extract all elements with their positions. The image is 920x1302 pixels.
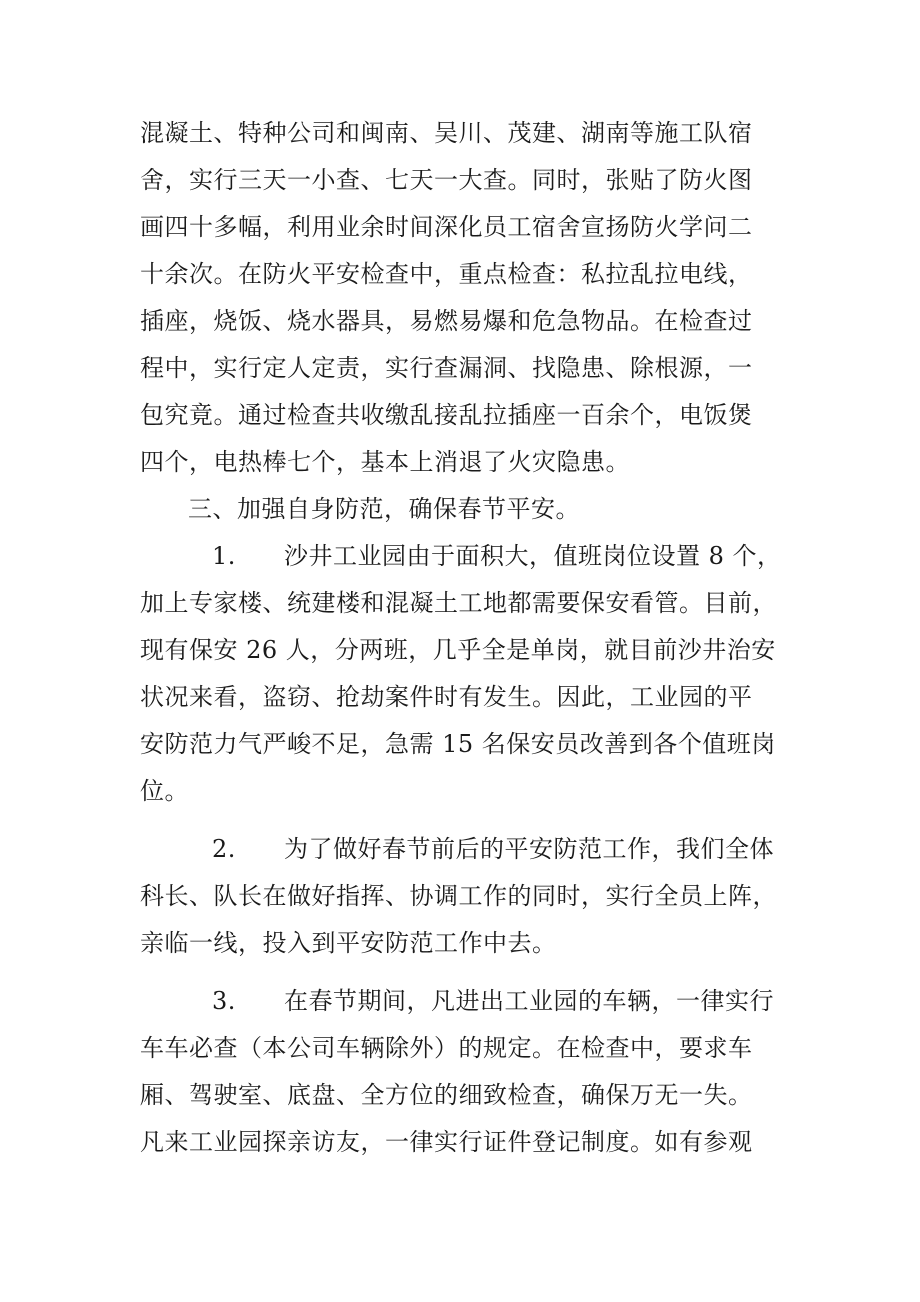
paragraph-line: 十余次。在防火平安检查中，重点检查：私拉乱拉电线， [140,260,753,288]
section-heading: 三、加强自身防范，确保春节平安。 [188,495,580,523]
paragraph-line: 厢、驾驶室、底盘、全方位的细致检查，确保万无一失。 [140,1081,753,1109]
paragraph-line: 安防范力气严峻不足，急需 15 名保安员改善到各个值班岗 [140,730,776,758]
list-item-number: 3. [212,987,236,1015]
paragraph-line: 亲临一线，投入到平安防范工作中去。 [140,929,557,957]
paragraph-line: 现有保安 26 人，分两班，几乎全是单岗，就目前沙井治安 [140,636,776,664]
paragraph-line: 四个，电热棒七个，基本上消退了火灾隐患。 [140,448,630,476]
paragraph-line: 舍，实行三天一小查、七天一大查。同时，张贴了防火图 [140,166,753,194]
list-item-number: 1. [212,542,236,570]
paragraph-line: 混凝土、特种公司和闽南、吴川、茂建、湖南等施工队宿 [140,119,753,147]
paragraph-line: 凡来工业园探亲访友，一律实行证件登记制度。如有参观 [140,1128,753,1156]
paragraph-line: 加上专家楼、统建楼和混凝土工地都需要保安看管。目前， [140,589,777,617]
paragraph-line: 包究竟。通过检查共收缴乱接乱拉插座一百余个，电饭煲 [140,401,753,429]
paragraph-line: 插座，烧饭、烧水器具，易燃易爆和危急物品。在检查过 [140,307,753,335]
paragraph-line: 程中，实行定人定责，实行查漏洞、找隐患、除根源，一 [140,354,753,382]
paragraph-line: 状况来看，盗窃、抢劫案件时有发生。因此，工业园的平 [140,683,753,711]
paragraph-line: 位。 [140,777,189,805]
list-item-first-line [188,541,782,571]
list-item-text: 在春节期间，凡进出工业园的车辆，一律实行 [284,987,774,1015]
list-item-number: 2. [212,835,236,863]
paragraph-line: 科长、队长在做好指挥、协调工作的同时，实行全员上阵， [140,882,777,910]
paragraph-line: 画四十多幅，利用业余时间深化员工宿舍宣扬防火学问二 [140,213,753,241]
list-item-first-line [188,986,774,1016]
list-item-text: 为了做好春节前后的平安防范工作，我们全体 [284,835,774,863]
list-item-first-line [188,834,774,864]
paragraph-line: 车车必查（本公司车辆除外）的规定。在检查中，要求车 [140,1034,753,1062]
list-item-text: 沙井工业园由于面积大，值班岗位设置 8 个， [284,542,782,570]
